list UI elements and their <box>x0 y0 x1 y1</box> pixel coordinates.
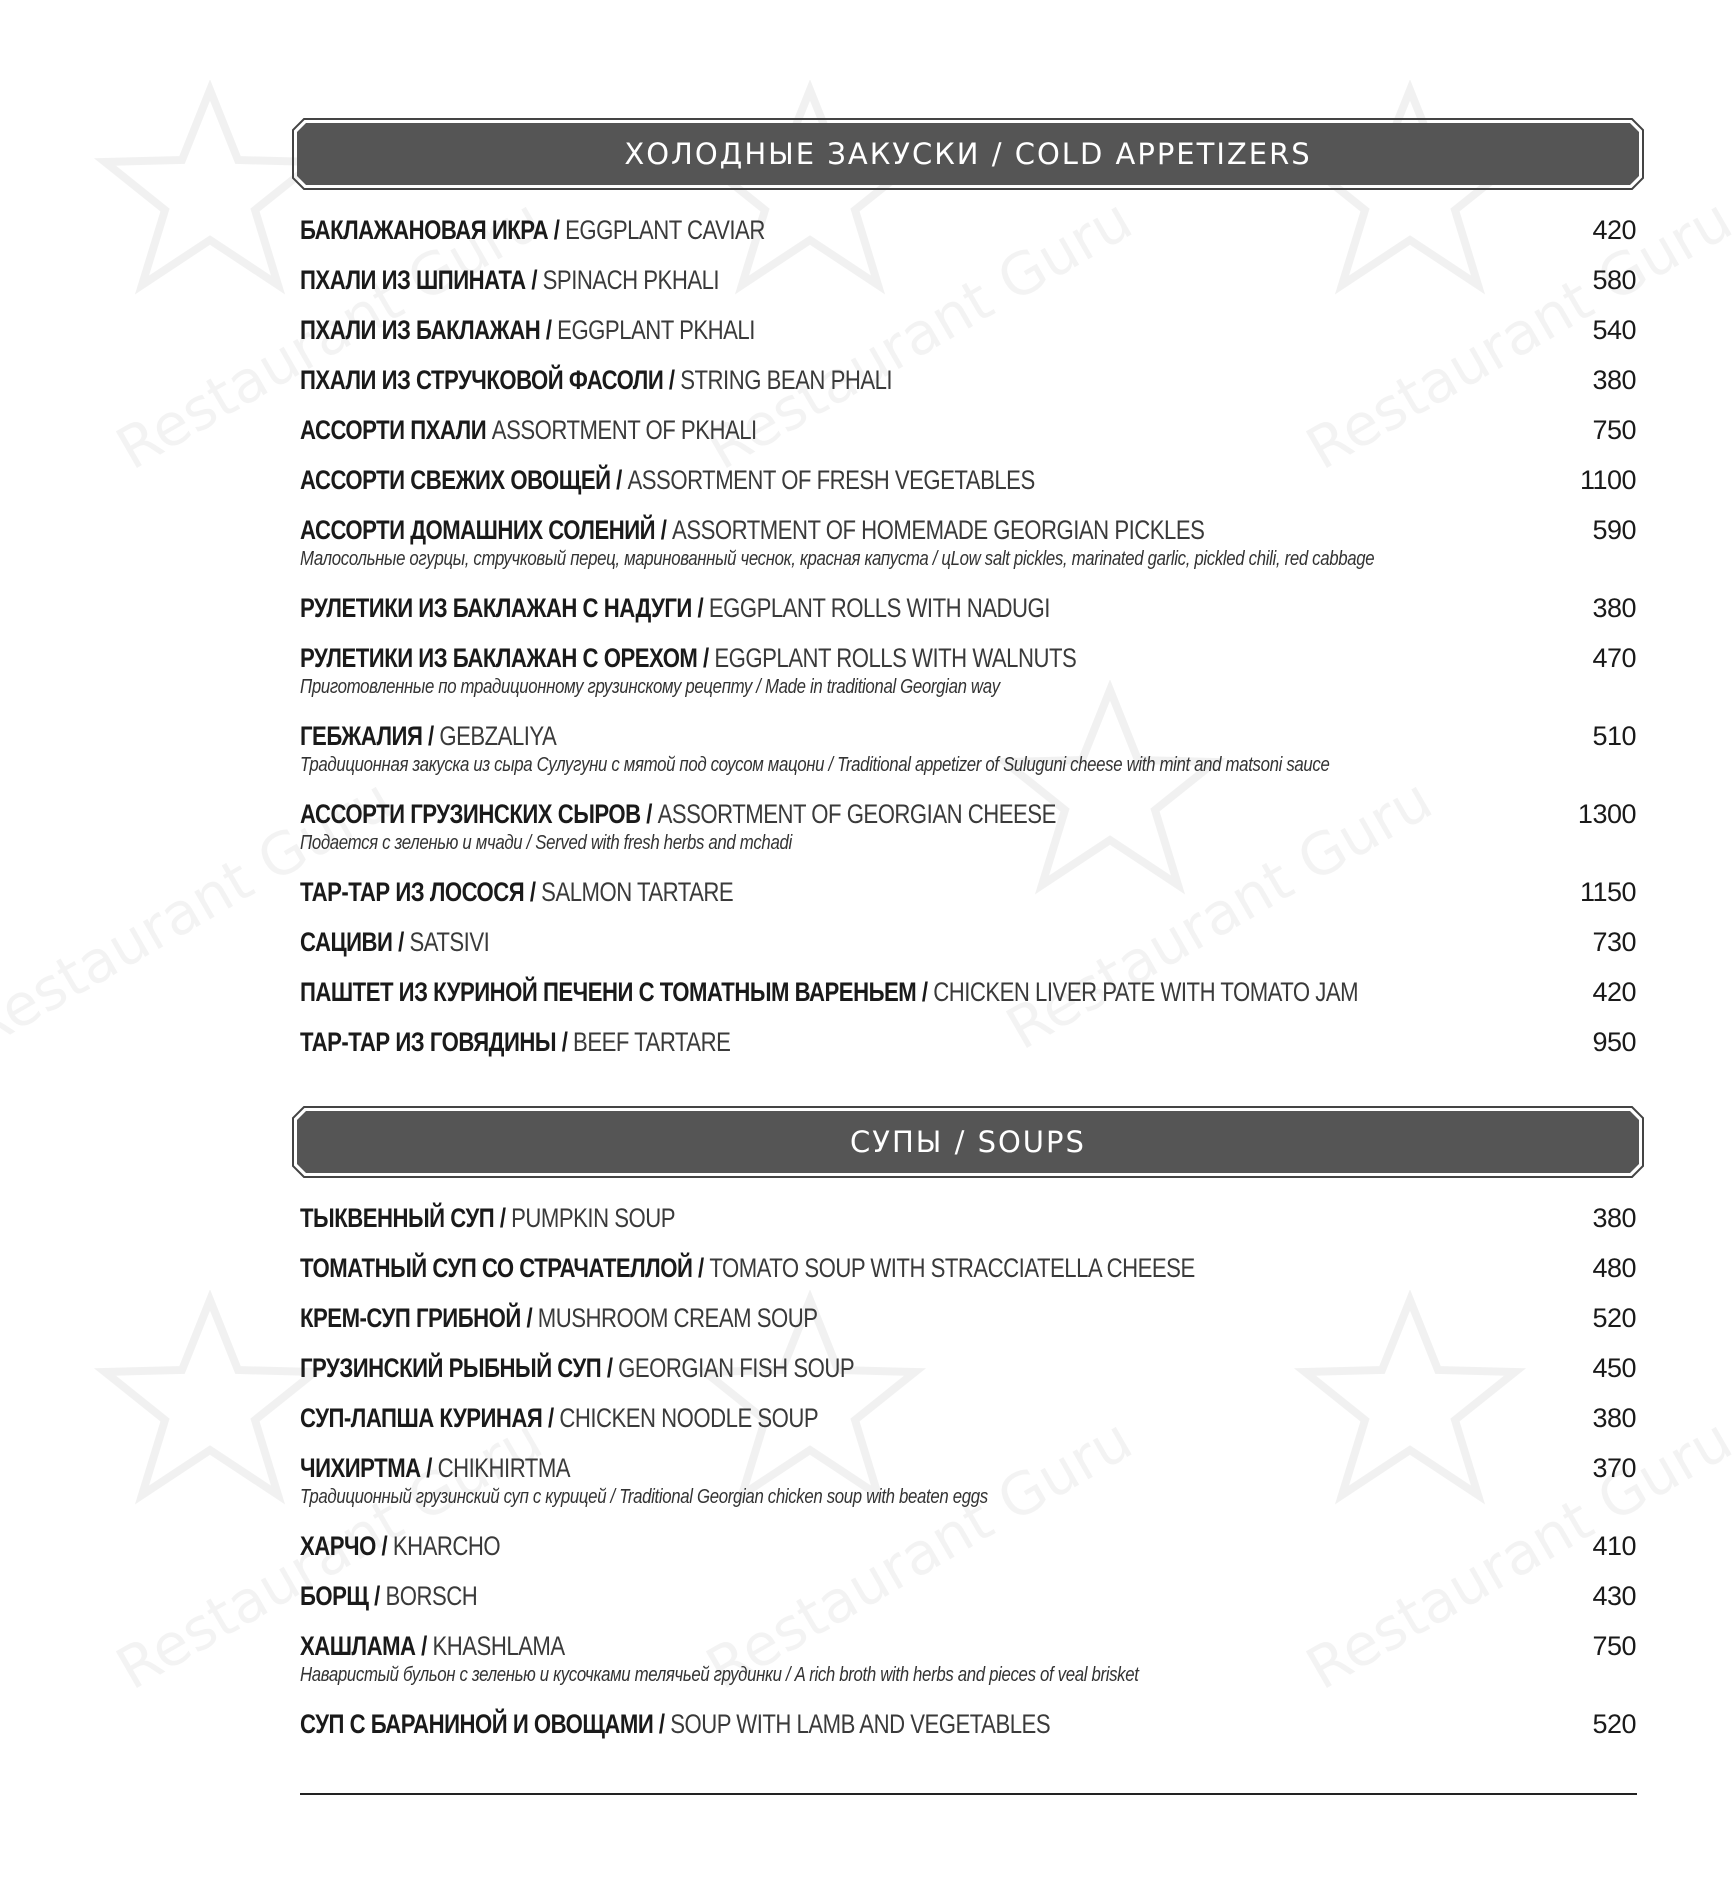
menu-item <box>292 1353 1644 1384</box>
menu-item <box>292 215 1644 246</box>
menu-item <box>292 1027 1644 1058</box>
menu-item <box>292 265 1644 296</box>
menu-item <box>292 1403 1644 1434</box>
menu-item-row <box>300 215 1636 246</box>
menu-item-row <box>300 799 1636 830</box>
menu-item-name-en: EGGPLANT ROLLS WITH NADUGI <box>703 593 1050 623</box>
menu-item-name <box>300 1531 500 1562</box>
menu-item-name <box>300 415 757 446</box>
menu-item <box>292 315 1644 346</box>
menu-item-price: 520 <box>1592 1303 1636 1333</box>
menu-item <box>292 1709 1644 1740</box>
menu-item-price: 450 <box>1592 1353 1636 1383</box>
menu-item-name <box>300 1403 818 1434</box>
menu-item <box>292 1581 1644 1612</box>
menu-item-description: Приготовленные по традиционному грузинскому рецепту / Made in traditional Georgian way <box>300 676 1000 698</box>
menu-item <box>292 1253 1644 1284</box>
menu-item-row <box>300 977 1636 1008</box>
menu-item-price: 540 <box>1592 315 1636 345</box>
menu-item-price: 1100 <box>1579 465 1636 495</box>
menu-item-name-ru: САЦИВИ / <box>300 927 404 957</box>
menu-item-name-en: TOMATO SOUP WITH STRACCIATELLA CHEESE <box>703 1253 1195 1283</box>
menu-item-row <box>300 515 1636 546</box>
menu-item-name-ru: СУП-ЛАПША КУРИНАЯ / <box>300 1403 554 1433</box>
menu-item-row <box>300 265 1636 296</box>
menu-item-description: Традиционный грузинский суп с курицей / Traditional Georgian chicken soup with beaten eggs <box>300 1486 988 1508</box>
menu-item-row <box>300 643 1636 674</box>
menu-item <box>292 465 1644 496</box>
menu-item-row <box>300 1403 1636 1434</box>
menu-item-price: 950 <box>1592 1027 1636 1057</box>
menu-item-name <box>300 721 556 752</box>
menu-item-row <box>300 1581 1636 1612</box>
menu-item-name-ru: ГРУЗИНСКИЙ РЫБНЫЙ СУП / <box>300 1353 613 1383</box>
menu-item-name-en: STRING BEAN PHALI <box>674 365 893 395</box>
menu-item-name-ru: БАКЛАЖАНОВАЯ ИКРА / <box>300 215 560 245</box>
menu-item-price: 750 <box>1592 1631 1636 1661</box>
menu-item-row <box>300 721 1636 752</box>
menu-item-name-en: CHICKEN NOODLE SOUP <box>553 1403 819 1433</box>
menu-item-name-en: ASSORTMENT OF HOMEMADE GEORGIAN PICKLES <box>666 515 1205 545</box>
menu-item-price: 380 <box>1592 365 1636 395</box>
menu-item-row <box>300 1027 1636 1058</box>
menu-item-row <box>300 415 1636 446</box>
menu-item-name-en: ASSORTMENT OF FRESH VEGETABLES <box>621 465 1035 495</box>
menu-item-price: 590 <box>1592 515 1636 545</box>
menu-item-name-en: SATSIVI <box>403 927 490 957</box>
section-soups <box>292 1106 1644 1178</box>
menu-item-row <box>300 365 1636 396</box>
menu-item-name-en: SPINACH PKHALI <box>536 265 720 295</box>
menu-item-row <box>300 1203 1636 1234</box>
menu-item-name-ru: ПХАЛИ ИЗ БАКЛАЖАН / <box>300 315 552 345</box>
menu-item-name-en: EGGPLANT PKHALI <box>551 315 755 345</box>
menu-item-name <box>300 593 1050 624</box>
menu-item-name <box>300 1253 1195 1284</box>
menu-item-name-en: ASSORTMENT OF PKHALI <box>486 415 757 445</box>
section-title: ХОЛОДНЫЕ ЗАКУСКИ / COLD APPETIZERS <box>624 137 1312 171</box>
menu-item-name-ru: ТАР-ТАР ИЗ ЛОСОСЯ / <box>300 877 536 907</box>
menu-item-name-ru: ХАРЧО / <box>300 1531 388 1561</box>
menu-item <box>292 1453 1644 1509</box>
menu-item-name-ru: КРЕМ-СУП ГРИБНОЙ / <box>300 1303 533 1333</box>
menu-item-name-en: MUSHROOM CREAM SOUP <box>532 1303 818 1333</box>
menu-item-name-ru: БОРЩ / <box>300 1581 380 1611</box>
menu-item-name-ru: ПХАЛИ ИЗ СТРУЧКОВОЙ ФАСОЛИ / <box>300 365 675 395</box>
menu-item-name <box>300 265 719 296</box>
bottom-divider <box>300 1793 1637 1795</box>
menu-item <box>292 593 1644 624</box>
menu-item-name-en: CHICKEN LIVER PATE WITH TOMATO JAM <box>927 977 1359 1007</box>
menu-item-name-en: KHARCHO <box>387 1531 501 1561</box>
menu-item-name-ru: АССОРТИ ГРУЗИНСКИХ СЫРОВ / <box>300 799 652 829</box>
menu-item-price: 370 <box>1592 1453 1636 1483</box>
menu-item-row <box>300 593 1636 624</box>
menu-item-name-ru: АССОРТИ СВЕЖИХ ОВОЩЕЙ / <box>300 465 622 495</box>
menu-item-description: Подается с зеленью и мчади / Served with fresh herbs and mchadi <box>300 832 792 854</box>
menu-item-name <box>300 1709 1050 1740</box>
menu-item-name <box>300 1203 675 1234</box>
menu-item-name-en: SOUP WITH LAMB AND VEGETABLES <box>664 1709 1051 1739</box>
menu-item-price: 380 <box>1592 593 1636 623</box>
menu-item-name-ru: ПАШТЕТ ИЗ КУРИНОЙ ПЕЧЕНИ С ТОМАТНЫМ ВАРЕНЬЕМ / <box>300 977 928 1007</box>
menu-item-name <box>300 1027 730 1058</box>
menu-item-name-ru: АССОРТИ ПХАЛИ <box>300 415 487 445</box>
menu-item-name-en: BEEF TARTARE <box>567 1027 731 1057</box>
menu-item-price: 380 <box>1592 1403 1636 1433</box>
menu-item-price: 730 <box>1592 927 1636 957</box>
menu-item-name <box>300 927 489 958</box>
menu-item-name-en: EGGPLANT CAVIAR <box>559 215 765 245</box>
menu-item-name-en: GEORGIAN FISH SOUP <box>612 1353 855 1383</box>
menu-item-name-en: BORSCH <box>379 1581 478 1611</box>
menu-item-name-ru: СУП С БАРАНИНОЙ И ОВОЩАМИ / <box>300 1709 665 1739</box>
menu-item <box>292 415 1644 446</box>
menu-item-row <box>300 927 1636 958</box>
menu-item-name-en: GEBZALIYA <box>433 721 557 751</box>
menu-item-name <box>300 799 1056 830</box>
menu-item <box>292 977 1644 1008</box>
menu-item-name-en: ASSORTMENT OF GEORGIAN CHEESE <box>651 799 1056 829</box>
menu-item-row <box>300 1253 1636 1284</box>
menu-item-price: 410 <box>1592 1531 1636 1561</box>
menu-item-name-en: PUMPKIN SOUP <box>505 1203 676 1233</box>
menu-item <box>292 721 1644 777</box>
menu-item-name <box>300 515 1204 546</box>
menu-item-name-en: EGGPLANT ROLLS WITH WALNUTS <box>708 643 1077 673</box>
menu-item-row <box>300 1453 1636 1484</box>
menu-item-name-ru: РУЛЕТИКИ ИЗ БАКЛАЖАН С НАДУГИ / <box>300 593 704 623</box>
menu-item-name <box>300 215 765 246</box>
menu-item <box>292 515 1644 571</box>
menu-item-name <box>300 315 755 346</box>
menu-item-name <box>300 365 892 396</box>
menu-item <box>292 643 1644 699</box>
menu-item <box>292 1531 1644 1562</box>
menu-item-name-ru: ГЕБЖАЛИЯ / <box>300 721 434 751</box>
menu-item-row <box>300 315 1636 346</box>
menu-item-name-ru: ХАШЛАМА / <box>300 1631 427 1661</box>
menu-item-name-ru: ТОМАТНЫЙ СУП СО СТРАЧАТЕЛЛОЙ / <box>300 1253 704 1283</box>
menu-item-description: Традиционная закуска из сыра Сулугуни с мятой под соусом мацони / Traditional appetizer of Suluguni cheese with mint and matsoni sauce <box>300 754 1330 776</box>
menu-item-description: Малосольные огурцы, стручковый перец, маринованный чеснок, красная капуста / цLow salt pickles, marinated garlic, pickled chili, red cabbage <box>300 548 1375 570</box>
menu-item <box>292 1303 1644 1334</box>
menu-item-name <box>300 877 733 908</box>
menu-item-row <box>300 1709 1636 1740</box>
menu-item <box>292 365 1644 396</box>
menu-item <box>292 877 1644 908</box>
menu-item-price: 520 <box>1592 1709 1636 1739</box>
menu-item-name-ru: ТАР-ТАР ИЗ ГОВЯДИНЫ / <box>300 1027 568 1057</box>
menu-item-description: Наваристый бульон с зеленью и кусочками телячьей грудинки / A rich broth with herbs and pieces of veal brisket <box>300 1664 1139 1686</box>
menu-item-name <box>300 1581 477 1612</box>
menu-item-price: 1300 <box>1577 799 1636 829</box>
menu-item-row <box>300 1531 1636 1562</box>
menu-item <box>292 799 1644 855</box>
menu-item-name <box>300 1353 854 1384</box>
menu-item-price: 580 <box>1592 265 1636 295</box>
menu-item-name-ru: ПХАЛИ ИЗ ШПИНАТА / <box>300 265 537 295</box>
menu-item-price: 470 <box>1592 643 1636 673</box>
menu-item-price: 750 <box>1592 415 1636 445</box>
menu-item-price: 380 <box>1592 1203 1636 1233</box>
menu-item-name-ru: ЧИХИРТМА / <box>300 1453 432 1483</box>
menu-item <box>292 1203 1644 1234</box>
menu-item <box>292 1631 1644 1687</box>
menu-item-price: 420 <box>1592 215 1636 245</box>
menu-item-price: 430 <box>1592 1581 1636 1611</box>
menu-item-row <box>300 1353 1636 1384</box>
menu-item-name-en: KHASHLAMA <box>426 1631 565 1661</box>
menu-item <box>292 927 1644 958</box>
menu-item-name-en: SALMON TARTARE <box>535 877 734 907</box>
watermark-star-icon <box>990 680 1230 900</box>
menu-item-name <box>300 465 1035 496</box>
menu-item-name-en: CHIKHIRTMA <box>431 1453 571 1483</box>
menu-item-row <box>300 465 1636 496</box>
section-cold-appetizers <box>292 118 1644 190</box>
menu-item-price: 480 <box>1592 1253 1636 1283</box>
menu-item-name-ru: АССОРТИ ДОМАШНИХ СОЛЕНИЙ / <box>300 515 667 545</box>
menu-item-row <box>300 1303 1636 1334</box>
menu-item-price: 1150 <box>1579 877 1636 907</box>
menu-item-row <box>300 1631 1636 1662</box>
menu-item-name <box>300 1453 570 1484</box>
menu-item-name <box>300 1631 565 1662</box>
menu-item-name-ru: ТЫКВЕННЫЙ СУП / <box>300 1203 506 1233</box>
menu-item-name <box>300 1303 817 1334</box>
menu-item-price: 510 <box>1592 721 1636 751</box>
menu-item-name-ru: РУЛЕТИКИ ИЗ БАКЛАЖАН С ОРЕХОМ / <box>300 643 709 673</box>
menu-item-name <box>300 643 1076 674</box>
section-title: СУПЫ / SOUPS <box>850 1125 1086 1159</box>
menu-item-name <box>300 977 1358 1008</box>
menu-item-row <box>300 877 1636 908</box>
menu-item-price: 420 <box>1592 977 1636 1007</box>
